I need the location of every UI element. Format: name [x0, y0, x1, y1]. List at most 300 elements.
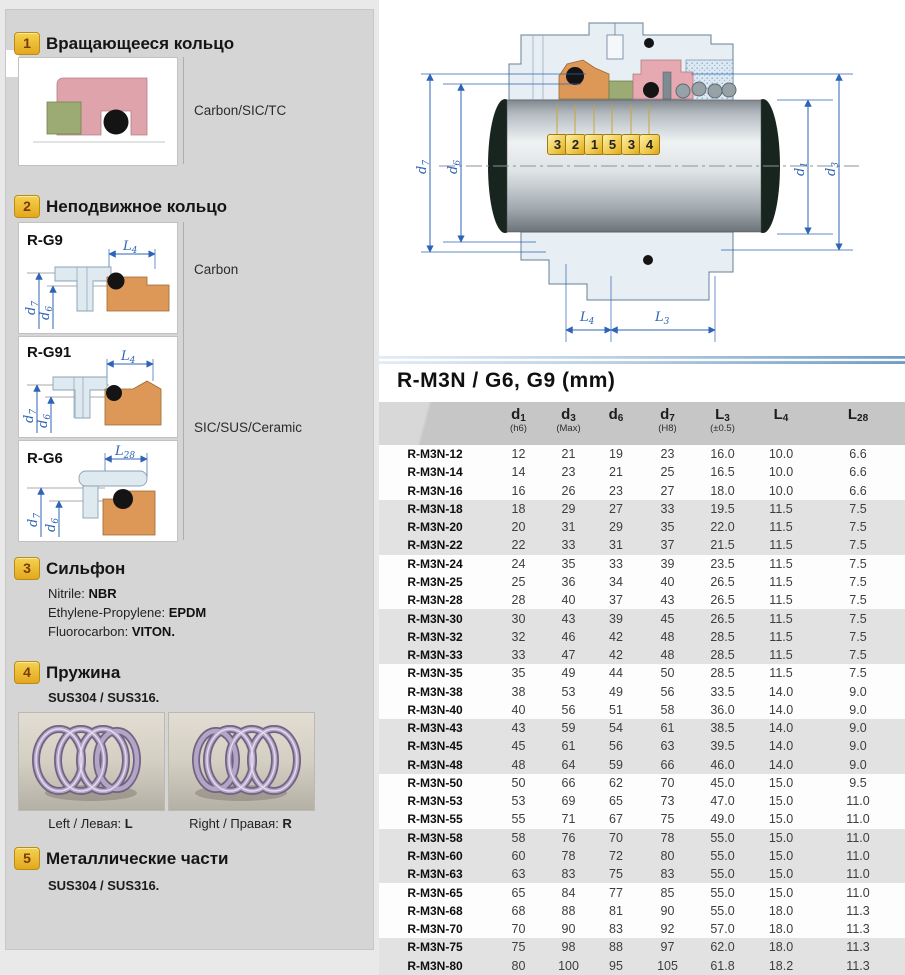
bellows-material-line: Nitrile: NBR — [48, 586, 117, 601]
svg-text:L4: $L_4$ — [123, 239, 138, 256]
value-cell: 66 — [660, 757, 675, 772]
value-cell: 23 — [609, 483, 623, 498]
table-row — [379, 500, 905, 518]
value-cell: 47.0 — [710, 794, 735, 809]
value-cell: 16.5 — [710, 465, 735, 480]
value-cell: 11.3 — [846, 958, 870, 973]
value-cell: 18.0 — [768, 903, 794, 918]
value-cell: 9.5 — [849, 775, 867, 790]
model-cell: R-M3N-65 — [407, 885, 463, 900]
svg-text:d6: $d_6$ — [38, 305, 55, 320]
model-cell: R-M3N-60 — [407, 848, 463, 863]
table-row — [379, 902, 905, 920]
value-cell: 63 — [511, 867, 526, 882]
rg91-label: R-G91 — [27, 344, 72, 361]
value-cell: 78 — [561, 848, 576, 863]
column-header: L4 — [751, 402, 811, 445]
value-cell: 55.0 — [710, 848, 735, 863]
value-cell: 92 — [660, 922, 675, 937]
value-cell: 51 — [609, 702, 623, 717]
value-cell: 26.5 — [710, 593, 735, 608]
section-title-bellows: Сильфон — [46, 559, 126, 578]
model-cell: R-M3N-33 — [407, 648, 463, 663]
value-cell: 65 — [511, 885, 526, 900]
value-cell: 11.3 — [846, 940, 870, 955]
value-cell: 11.0 — [846, 848, 870, 863]
table-row — [379, 810, 905, 828]
value-cell: 18.0 — [710, 483, 735, 498]
value-cell: 70 — [660, 775, 675, 790]
table-row — [379, 883, 905, 901]
value-cell: 61 — [561, 739, 576, 754]
model-cell: R-M3N-16 — [407, 483, 463, 498]
model-cell: R-M3N-63 — [407, 867, 463, 882]
part-number-badge-2: 2 — [14, 195, 40, 218]
column-header: d1 (h6) — [491, 402, 546, 445]
column-header: d7 (H8) — [641, 402, 694, 445]
table-row — [379, 664, 905, 682]
value-cell: 23.5 — [710, 556, 735, 571]
value-cell: 28 — [511, 593, 526, 608]
rg6-label: R-G6 — [27, 450, 63, 467]
value-cell: 59 — [609, 757, 623, 772]
value-cell: 56 — [609, 739, 623, 754]
svg-text:L3: $L_3$ — [655, 310, 670, 327]
table-row — [379, 482, 905, 500]
model-cell: R-M3N-70 — [407, 922, 463, 937]
value-cell: 56 — [561, 702, 576, 717]
model-cell: R-M3N-22 — [407, 538, 463, 553]
value-cell: 69 — [561, 794, 576, 809]
value-cell: 24 — [511, 556, 526, 571]
value-cell: 15.0 — [768, 794, 794, 809]
value-cell: 43 — [561, 611, 576, 626]
value-cell: 98 — [561, 940, 576, 955]
rotating-ring-material: Carbon/SIC/TC — [194, 103, 287, 118]
model-cell: R-M3N-48 — [407, 757, 463, 772]
value-cell: 84 — [561, 885, 576, 900]
value-cell: 30 — [511, 611, 526, 626]
value-cell: 75 — [609, 867, 623, 882]
value-cell: 9.0 — [849, 721, 867, 736]
model-cell: R-M3N-14 — [407, 465, 463, 480]
value-cell: 62.0 — [710, 940, 735, 955]
value-cell: 7.5 — [849, 648, 867, 663]
value-cell: 37 — [609, 593, 623, 608]
table-row — [379, 737, 905, 755]
value-cell: 45 — [660, 611, 675, 626]
value-cell: 28.5 — [710, 629, 735, 644]
value-cell: 97 — [660, 940, 675, 955]
value-cell: 44 — [609, 666, 623, 681]
value-cell: 11.3 — [846, 922, 870, 937]
value-cell: 11.0 — [846, 867, 870, 882]
model-cell: R-M3N-24 — [407, 556, 463, 571]
value-cell: 14 — [511, 465, 526, 480]
model-cell: R-M3N-80 — [407, 958, 463, 973]
value-cell: 85 — [660, 885, 675, 900]
stationary-ring-panel-rg91 — [18, 336, 178, 438]
model-cell: R-M3N-12 — [407, 447, 463, 462]
value-cell: 35 — [660, 520, 675, 535]
value-cell: 70 — [609, 830, 623, 845]
value-cell: 40 — [511, 702, 526, 717]
value-cell: 11.5 — [769, 556, 793, 571]
value-cell: 40 — [660, 574, 675, 589]
value-cell: 75 — [511, 940, 526, 955]
value-cell: 7.5 — [849, 593, 867, 608]
value-cell: 80 — [511, 958, 526, 973]
value-cell: 45.0 — [710, 775, 735, 790]
value-cell: 11.5 — [769, 520, 793, 535]
svg-text:d7: $d_7$ — [26, 512, 43, 527]
value-cell: 11.5 — [769, 629, 793, 644]
value-cell: 65 — [609, 794, 623, 809]
column-header: d6 — [591, 402, 641, 445]
value-cell: 16 — [511, 483, 526, 498]
value-cell: 20 — [511, 520, 526, 535]
model-cell: R-M3N-75 — [407, 940, 463, 955]
table-row — [379, 829, 905, 847]
model-cell: R-M3N-25 — [407, 574, 463, 589]
value-cell: 38 — [511, 684, 526, 699]
value-cell: 15.0 — [768, 867, 794, 882]
value-cell: 73 — [660, 794, 675, 809]
value-cell: 58 — [511, 830, 526, 845]
o-ring-icon — [108, 273, 125, 290]
value-cell: 16.0 — [710, 447, 735, 462]
value-cell: 61 — [660, 721, 675, 736]
value-cell: 90 — [561, 922, 576, 937]
value-cell: 27 — [609, 501, 623, 516]
value-cell: 9.0 — [849, 739, 867, 754]
value-cell: 49 — [609, 684, 623, 699]
model-cell: R-M3N-50 — [407, 775, 463, 790]
value-cell: 66 — [561, 775, 576, 790]
value-cell: 42 — [609, 648, 623, 663]
value-cell: 72 — [609, 848, 623, 863]
model-cell: R-M3N-68 — [407, 903, 463, 918]
model-cell: R-M3N-55 — [407, 812, 463, 827]
value-cell: 33 — [561, 538, 576, 553]
value-cell: 88 — [561, 903, 576, 918]
table-row — [379, 847, 905, 865]
bellows-material-line: Fluorocarbon: VITON. — [48, 624, 175, 639]
value-cell: 25 — [660, 465, 675, 480]
svg-text:d3: $d_3$ — [824, 161, 841, 176]
model-cell: R-M3N-20 — [407, 520, 463, 535]
left-spring-image — [18, 712, 165, 811]
svg-text:d7: $d_7$ — [22, 408, 39, 423]
value-cell: 71 — [561, 812, 576, 827]
rotating-ring-image — [18, 57, 178, 166]
value-cell: 48 — [660, 648, 675, 663]
value-cell: 37 — [660, 538, 675, 553]
value-cell: 75 — [660, 812, 675, 827]
value-cell: 21 — [609, 465, 623, 480]
o-ring-icon — [106, 385, 122, 401]
table-row — [379, 628, 905, 646]
table-row — [379, 518, 905, 536]
value-cell: 14.0 — [768, 739, 794, 754]
value-cell: 60 — [511, 848, 526, 863]
value-cell: 11.0 — [846, 830, 870, 845]
value-cell: 10.0 — [768, 447, 794, 462]
metal-parts-material: SUS304 / SUS316. — [48, 878, 160, 893]
value-cell: 83 — [561, 867, 576, 882]
value-cell: 36 — [561, 574, 576, 589]
right-spring-image — [168, 712, 315, 811]
value-cell: 23 — [660, 447, 675, 462]
value-cell: 62 — [609, 775, 623, 790]
value-cell: 33 — [609, 556, 623, 571]
value-cell: 43 — [660, 593, 675, 608]
divider — [183, 57, 184, 164]
table-row — [379, 609, 905, 627]
value-cell: 46.0 — [710, 757, 735, 772]
rotating-ring-drawing — [19, 58, 177, 165]
value-cell: 55.0 — [710, 867, 735, 882]
corner-cell — [379, 402, 491, 445]
section-title-metal-parts: Металлические части — [46, 849, 229, 868]
value-cell: 47 — [561, 648, 576, 663]
value-cell: 25 — [511, 574, 526, 589]
svg-text:L28: $L_{28}$ — [115, 444, 136, 461]
value-cell: 23 — [561, 465, 576, 480]
table-row — [379, 682, 905, 700]
value-cell: 21 — [561, 447, 576, 462]
value-cell: 11.5 — [769, 593, 793, 608]
rg91-drawing — [19, 337, 177, 437]
table-row — [379, 536, 905, 554]
value-cell: 6.6 — [849, 447, 867, 462]
value-cell: 49.0 — [710, 812, 735, 827]
value-cell: 76 — [561, 830, 576, 845]
svg-text:d6: $d_6$ — [446, 159, 463, 174]
callout-badge: 3 — [547, 134, 568, 155]
value-cell: 11.3 — [846, 903, 870, 918]
rg6-drawing — [19, 441, 177, 541]
right-spring-label: Right / Правая: R — [189, 816, 292, 831]
section-title-stationary-ring: Неподвижное кольцо — [46, 197, 228, 216]
section-title-spring: Пружина — [46, 663, 121, 682]
value-cell: 22.0 — [710, 520, 735, 535]
value-cell: 11.5 — [769, 501, 793, 516]
model-cell: R-M3N-45 — [407, 739, 463, 754]
table-title: R-M3N / G6, G9 (mm) — [397, 369, 616, 392]
value-cell: 58 — [660, 702, 675, 717]
model-cell: R-M3N-32 — [407, 629, 463, 644]
value-cell: 53 — [561, 684, 576, 699]
value-cell: 33.5 — [710, 684, 735, 699]
value-cell: 32 — [511, 629, 526, 644]
part-number-badge-5: 5 — [14, 847, 40, 870]
value-cell: 49 — [561, 666, 576, 681]
table-row — [379, 445, 905, 463]
bellows-materials — [48, 586, 206, 643]
value-cell: 77 — [609, 885, 623, 900]
table-row — [379, 646, 905, 664]
stationary-ring-panel-rg6 — [18, 440, 178, 542]
value-cell: 10.0 — [768, 483, 794, 498]
value-cell: 11.5 — [769, 538, 793, 553]
value-cell: 35 — [561, 556, 576, 571]
value-cell: 83 — [609, 922, 623, 937]
value-cell: 18 — [511, 501, 526, 516]
value-cell: 21.5 — [710, 538, 735, 553]
value-cell: 15.0 — [768, 812, 794, 827]
value-cell: 59 — [561, 721, 576, 736]
value-cell: 11.5 — [769, 648, 793, 663]
value-cell: 18.2 — [768, 958, 794, 973]
table-row — [379, 719, 905, 737]
model-cell: R-M3N-28 — [407, 593, 463, 608]
table-row — [379, 463, 905, 481]
column-header: L28 — [811, 402, 905, 445]
value-cell: 14.0 — [768, 757, 794, 772]
value-cell: 105 — [657, 958, 678, 973]
table-row — [379, 573, 905, 591]
value-cell: 28.5 — [710, 648, 735, 663]
value-cell: 26.5 — [710, 611, 735, 626]
value-cell: 95 — [609, 958, 623, 973]
divider-bar — [379, 356, 905, 364]
value-cell: 48 — [511, 757, 526, 772]
column-header: L3 (±0.5) — [694, 402, 751, 445]
part-number-badge-4: 4 — [14, 661, 40, 684]
value-cell: 7.5 — [849, 574, 867, 589]
part-number-badge-1: 1 — [14, 32, 40, 55]
model-cell: R-M3N-18 — [407, 501, 463, 516]
value-cell: 33 — [511, 648, 526, 663]
value-cell: 11.5 — [769, 666, 793, 681]
value-cell: 50 — [511, 775, 526, 790]
left-spring-label: Left / Левая: L — [48, 816, 133, 831]
rg9-material: Carbon — [194, 262, 239, 277]
table-row — [379, 774, 905, 792]
rg9-drawing — [19, 223, 177, 333]
value-cell: 19 — [609, 447, 623, 462]
value-cell: 35 — [511, 666, 526, 681]
table-row — [379, 555, 905, 573]
value-cell: 88 — [609, 940, 623, 955]
bellows-material-line: Ethylene-Propylene: EPDM — [48, 605, 207, 620]
o-ring-icon — [566, 67, 584, 85]
value-cell: 34 — [609, 574, 623, 589]
value-cell: 63 — [660, 739, 675, 754]
value-cell: 7.5 — [849, 666, 867, 681]
table-row — [379, 792, 905, 810]
value-cell: 40 — [561, 593, 576, 608]
value-cell: 14.0 — [768, 684, 794, 699]
value-cell: 70 — [511, 922, 526, 937]
value-cell: 29 — [609, 520, 623, 535]
value-cell: 7.5 — [849, 538, 867, 553]
table-row — [379, 701, 905, 719]
assembly-drawing — [381, 2, 901, 354]
value-cell: 50 — [660, 666, 675, 681]
assembly-diagram — [381, 2, 901, 354]
value-cell: 11.5 — [769, 611, 793, 626]
value-cell: 26 — [561, 483, 576, 498]
callout-badge: 2 — [565, 134, 586, 155]
value-cell: 11.0 — [846, 794, 870, 809]
datasheet-panel — [379, 0, 905, 973]
model-cell: R-M3N-40 — [407, 702, 463, 717]
section-title-rotating-ring: Вращающееся кольцо — [46, 34, 235, 53]
value-cell: 81 — [609, 903, 623, 918]
dimension-table-wrap — [379, 402, 905, 975]
part-number-badge-3: 3 — [14, 557, 40, 580]
o-ring-icon — [643, 82, 659, 98]
o-ring-icon — [104, 110, 129, 135]
value-cell: 53 — [511, 794, 526, 809]
callout-badge: 5 — [602, 134, 623, 155]
value-cell: 43 — [511, 721, 526, 736]
value-cell: 26.5 — [710, 574, 735, 589]
value-cell: 39 — [609, 611, 623, 626]
callout-badge: 4 — [639, 134, 660, 155]
column-header: d3 (Max) — [546, 402, 591, 445]
value-cell: 55.0 — [710, 885, 735, 900]
value-cell: 48 — [660, 629, 675, 644]
value-cell: 9.0 — [849, 702, 867, 717]
value-cell: 61.8 — [710, 958, 735, 973]
value-cell: 56 — [660, 684, 675, 699]
value-cell: 15.0 — [768, 885, 794, 900]
value-cell: 54 — [609, 721, 623, 736]
value-cell: 7.5 — [849, 611, 867, 626]
callout-badge: 3 — [621, 134, 642, 155]
model-cell: R-M3N-43 — [407, 721, 463, 736]
table-row — [379, 756, 905, 774]
value-cell: 7.5 — [849, 629, 867, 644]
value-cell: 67 — [609, 812, 623, 827]
model-cell: R-M3N-35 — [407, 666, 463, 681]
value-cell: 11.5 — [769, 574, 793, 589]
value-cell: 15.0 — [768, 830, 794, 845]
value-cell: 14.0 — [768, 721, 794, 736]
value-cell: 12 — [511, 447, 526, 462]
value-cell: 80 — [660, 848, 675, 863]
value-cell: 55.0 — [710, 903, 735, 918]
svg-text:d7: $d_7$ — [415, 159, 432, 174]
svg-text:d6: $d_6$ — [44, 517, 61, 532]
value-cell: 64 — [561, 757, 576, 772]
value-cell: 10.0 — [768, 465, 794, 480]
model-cell: R-M3N-53 — [407, 794, 463, 809]
value-cell: 9.0 — [849, 684, 867, 699]
value-cell: 31 — [609, 538, 623, 553]
value-cell: 11.0 — [846, 885, 870, 900]
table-row — [379, 920, 905, 938]
value-cell: 6.6 — [849, 465, 867, 480]
value-cell: 36.0 — [710, 702, 735, 717]
value-cell: 83 — [660, 867, 675, 882]
value-cell: 14.0 — [768, 702, 794, 717]
table-row — [379, 938, 905, 956]
value-cell: 31 — [561, 520, 576, 535]
value-cell: 33 — [660, 501, 675, 516]
divider — [183, 222, 184, 540]
model-cell: R-M3N-38 — [407, 684, 463, 699]
value-cell: 46 — [561, 629, 576, 644]
table-row — [379, 865, 905, 883]
value-cell: 29 — [561, 501, 576, 516]
value-cell: 15.0 — [768, 848, 794, 863]
value-cell: 55 — [511, 812, 526, 827]
value-cell: 42 — [609, 629, 623, 644]
